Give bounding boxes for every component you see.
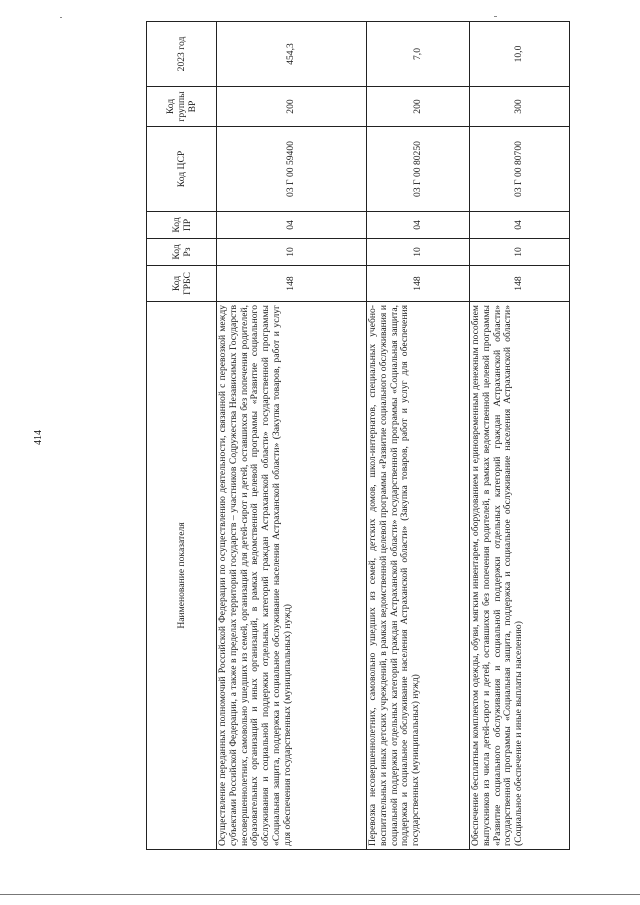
cell-pr: 04 xyxy=(217,212,367,239)
cell-csr: 03 Г 00 59400 xyxy=(217,127,367,212)
cell-year: 10,0 xyxy=(470,22,570,87)
budget-table xyxy=(146,21,570,850)
header-csr: Код ЦСР xyxy=(147,127,217,212)
cell-pr: 04 xyxy=(470,212,570,239)
cell-grbs: 148 xyxy=(367,266,470,302)
cell-csr: 03 Г 00 80250 xyxy=(367,127,470,212)
page-number: 414 xyxy=(33,430,44,445)
cell-grbs: 148 xyxy=(470,266,570,302)
cell-vr: 200 xyxy=(367,87,470,127)
table-header-row xyxy=(147,22,217,850)
header-vr: Код группы ВР xyxy=(147,87,217,127)
cell-pr: 04 xyxy=(367,212,470,239)
cell-name: Осуществление переданных полномочий Российской Федерации по осуществлению деятельности, связанной с перевозкой между субъектами Российской Федерации, а также в пределах территорий государств – участников Содружества Независимых Государств несовершеннолетних, самовольно ушедших из семей, организаций для детей-сирот и детей, оставшихся без попечения родителей, образовательных организаций и иных организаций, в рамках ведомственной целевой программы «Развитие социального обслуживания и социальной поддержки отдельных категорий граждан Астраханской области» государственной программы «Социальная защита, поддержка и социальное обслуживание населения Астраханской области» (Закупка товаров, работ и услуг для обеспечения государственных (муниципальных) нужд) xyxy=(217,302,367,850)
scan-speck xyxy=(494,16,497,17)
header-name: Наименование показателя xyxy=(147,302,217,850)
header-pr: Код ПР xyxy=(147,212,217,239)
cell-vr: 200 xyxy=(217,87,367,127)
header-grbs: Код ГРБС xyxy=(147,266,217,302)
cell-year: 7,0 xyxy=(367,22,470,87)
table-row xyxy=(367,22,470,850)
cell-name: Обеспечение бесплатным комплектом одежды, обуви, мягким инвентарем, оборудованием и единовременным денежным пособием выпускников из числа детей-сирот и детей, оставшихся без попечения родителей, в рамках ведомственной целевой программы «Развитие социального обслуживания и социальной поддержки отдельных категорий граждан Астраханской области» государственной программы «Социальная защита, поддержка и социальное обслуживание населения Астраханской области» (Социальное обеспечение и иные выплаты населению) xyxy=(470,302,570,850)
scan-edge-line xyxy=(0,894,640,895)
cell-csr: 03 Г 00 80700 xyxy=(470,127,570,212)
header-rz: Код Рз xyxy=(147,239,217,266)
table-row xyxy=(470,22,570,850)
cell-year: 454,3 xyxy=(217,22,367,87)
scan-speck xyxy=(60,17,62,18)
cell-rz: 10 xyxy=(217,239,367,266)
header-year: 2023 год xyxy=(147,22,217,87)
cell-vr: 300 xyxy=(470,87,570,127)
cell-name: Перевозка несовершеннолетних, самовольно ушедших из семей, детских домов, школ-интернатов, специальных учебно-воспитательных и иных детских учреждений, в рамках ведомственной целевой программы «Развитие социального обслуживания и социальной поддержки отдельных категорий граждан Астраханской области» государственной программы «Социальная защита, поддержка и социальное обслуживание населения Астраханской области» (Закупка товаров, работ и услуг для обеспечения государственных (муниципальных) нужд) xyxy=(367,302,470,850)
rotated-table-container xyxy=(146,22,525,850)
cell-rz: 10 xyxy=(367,239,470,266)
table-row xyxy=(217,22,367,850)
cell-grbs: 148 xyxy=(217,266,367,302)
cell-rz: 10 xyxy=(470,239,570,266)
